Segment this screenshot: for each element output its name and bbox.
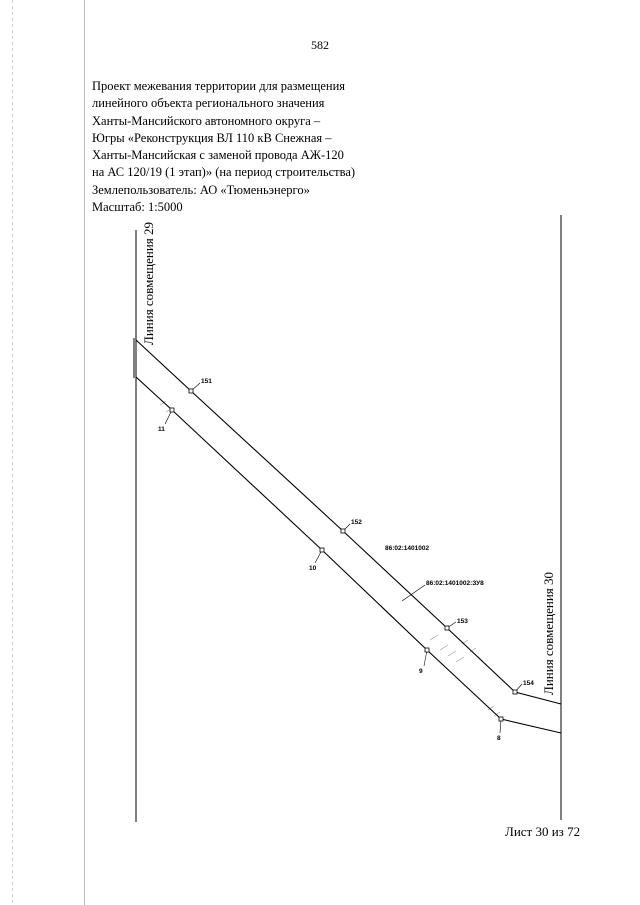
vertex-153 — [445, 626, 449, 630]
label-point-8: 8 — [497, 735, 501, 742]
matchline-left-label: Линия совмещения 29 — [141, 221, 156, 345]
vertex-10 — [320, 548, 324, 552]
title-line-4: Югры «Реконструкция ВЛ 110 кВ Снежная – — [92, 130, 332, 145]
page-number: 582 — [311, 38, 329, 52]
label-point-10: 10 — [309, 565, 317, 572]
vertex-154 — [513, 690, 517, 694]
map-frame — [134, 215, 561, 822]
vertex-11 — [170, 408, 174, 412]
label-point-154: 154 — [523, 680, 534, 687]
title-line-2: линейного объекта регионального значения — [92, 96, 325, 111]
title-line-3: Ханты-Мансийского автономного округа – — [92, 113, 321, 128]
lower-boundary-line — [136, 377, 561, 733]
vertex-markers — [170, 389, 517, 721]
vertex-9 — [425, 648, 429, 652]
matchline-right-label: Линия совмещения 30 — [541, 571, 556, 695]
label-parcel-block: 86:02:1401002 — [385, 545, 430, 552]
label-point-9: 9 — [419, 668, 423, 675]
vertex-151 — [189, 389, 193, 393]
label-point-11: 11 — [158, 426, 165, 433]
title-line-1: Проект межевания территории для размещения — [92, 79, 346, 93]
title-line-6: на АС 120/19 (1 этап)» (на период строительства) — [92, 165, 356, 180]
label-parcel-id: 86:02:1401002:ЗУ8 — [426, 580, 484, 587]
sheet-label: Лист 30 из 72 — [505, 824, 581, 839]
title-line-5: Ханты-Мансийская с заменой провода АЖ-120 — [92, 148, 344, 163]
vertex-152 — [341, 529, 345, 533]
hatch-area — [160, 401, 500, 716]
label-point-152: 152 — [351, 519, 362, 526]
label-point-151: 151 — [201, 378, 212, 385]
vertex-8 — [499, 717, 503, 721]
label-point-153: 153 — [457, 618, 468, 625]
scale-line: Масштаб: 1:5000 — [92, 200, 183, 215]
landowner-line: Землепользователь: АО «Тюменьэнерго» — [92, 182, 310, 197]
leader-lines — [165, 383, 522, 733]
upper-boundary-line — [136, 340, 561, 704]
